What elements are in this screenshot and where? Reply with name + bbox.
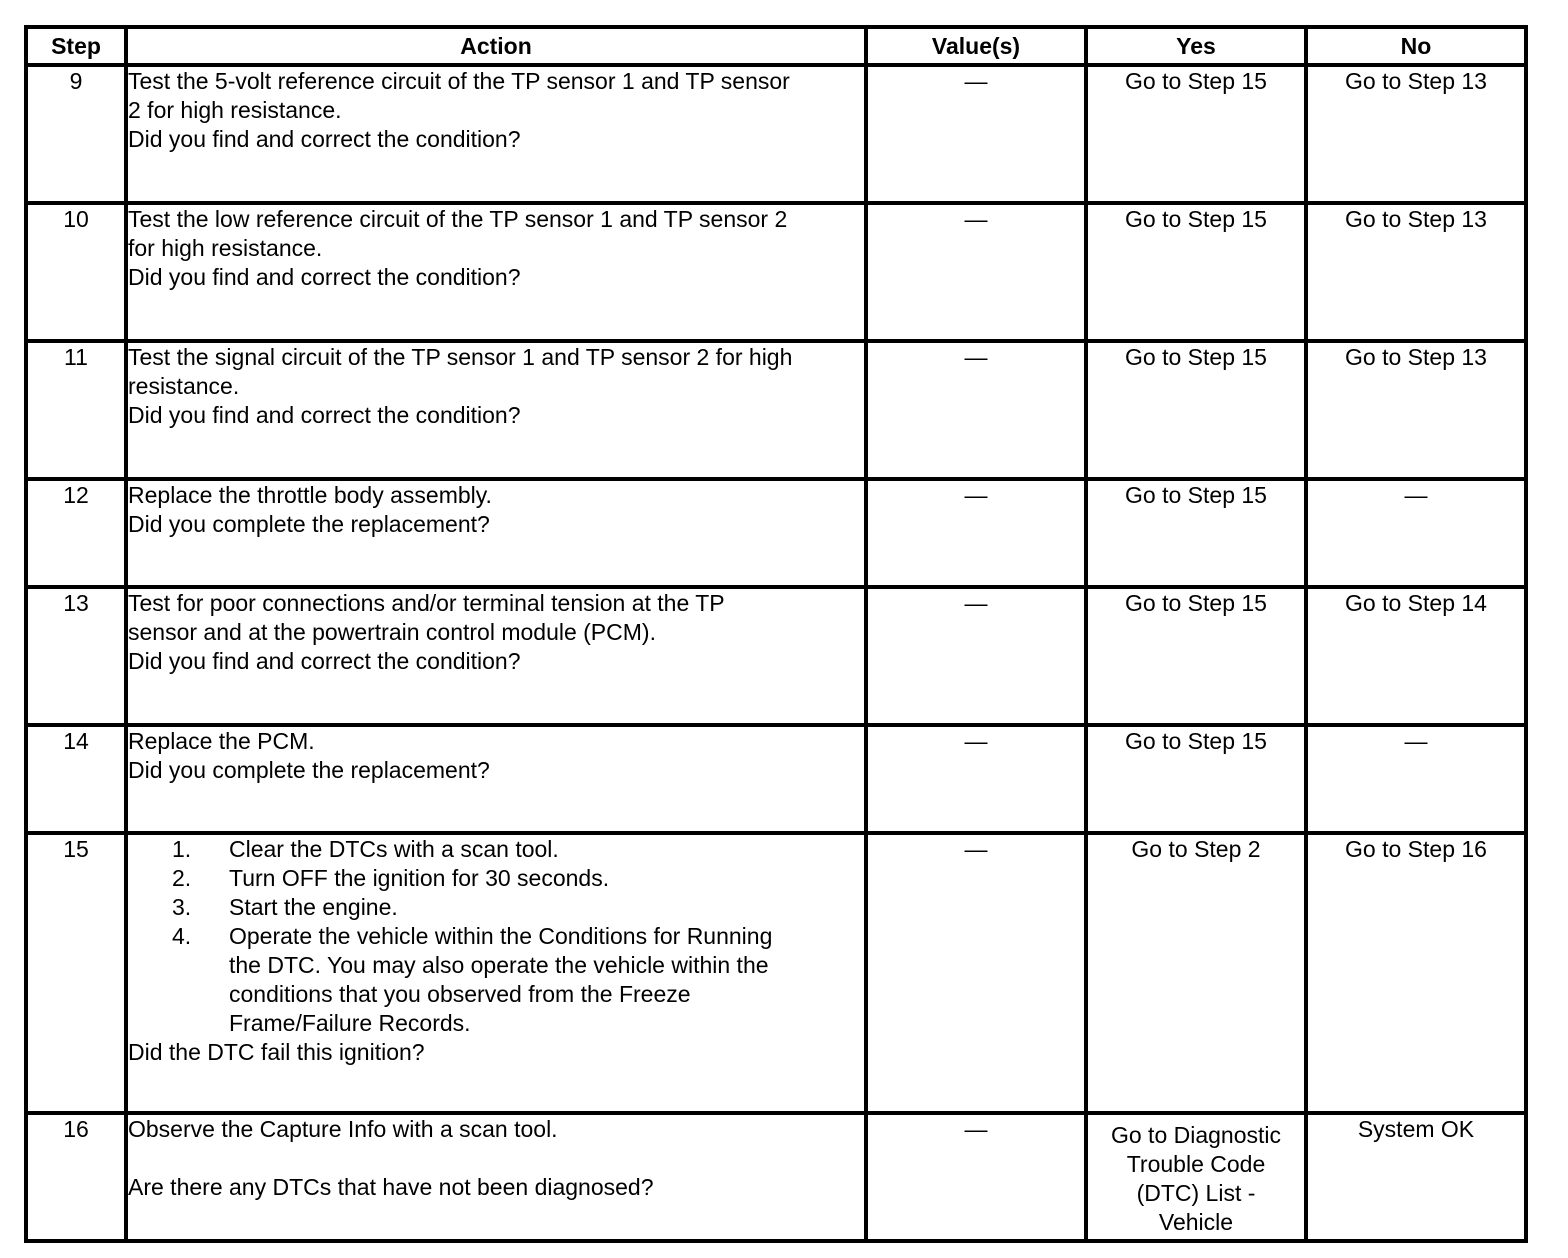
list-item-text: the DTC. You may also operate the vehicle within the <box>229 952 769 978</box>
list-item-number: 1. <box>172 836 192 862</box>
value-cell: — <box>866 1113 1086 1241</box>
action-line: Replace the PCM. <box>128 728 315 754</box>
action-cell <box>126 1113 866 1241</box>
value-cell: — <box>866 479 1086 587</box>
step-number: 10 <box>26 203 126 341</box>
value-cell: — <box>866 341 1086 479</box>
action-line: Test the 5-volt reference circuit of the TP sensor 1 and TP sensor <box>128 68 790 94</box>
action-line: Replace the throttle body assembly. <box>128 482 492 508</box>
value-cell: — <box>866 587 1086 725</box>
yes-line: Vehicle <box>1158 1209 1234 1235</box>
list-item <box>172 922 864 1038</box>
yes-cell <box>1086 1113 1306 1241</box>
table-row <box>26 1113 1526 1241</box>
no-cell: Go to Step 13 <box>1306 65 1526 203</box>
value-cell: — <box>866 203 1086 341</box>
action-cell <box>126 587 866 725</box>
action-line: Test the low reference circuit of the TP sensor 1 and TP sensor 2 <box>128 206 788 232</box>
header-values: Value(s) <box>866 27 1086 65</box>
yes-cell: Go to Step 15 <box>1086 341 1306 479</box>
header-step: Step <box>26 27 126 65</box>
list-item-text: Turn OFF the ignition for 30 seconds. <box>229 865 610 891</box>
yes-line: (DTC) List - <box>1136 1180 1256 1206</box>
value-cell: — <box>866 725 1086 833</box>
no-cell: Go to Step 16 <box>1306 833 1526 1113</box>
diagnostic-table <box>24 25 1528 1243</box>
action-line: Observe the Capture Info with a scan tool. <box>128 1116 558 1142</box>
action-line: Test the signal circuit of the TP sensor 1 and TP sensor 2 for high <box>128 344 793 370</box>
step-number: 11 <box>26 341 126 479</box>
list-item-text: Start the engine. <box>229 894 398 920</box>
action-question: Did you find and correct the condition? <box>128 264 521 290</box>
no-cell: — <box>1306 479 1526 587</box>
no-cell: Go to Step 13 <box>1306 203 1526 341</box>
list-item-text: Clear the DTCs with a scan tool. <box>229 836 559 862</box>
action-line: 2 for high resistance. <box>128 97 342 123</box>
step-number: 14 <box>26 725 126 833</box>
yes-cell: Go to Step 15 <box>1086 587 1306 725</box>
action-text <box>128 727 864 756</box>
action-text <box>128 205 864 263</box>
no-cell: — <box>1306 725 1526 833</box>
list-item-number: 3. <box>172 894 192 920</box>
yes-line: Go to Diagnostic <box>1110 1122 1282 1148</box>
step-number: 13 <box>26 587 126 725</box>
list-item-text: conditions that you observed from the Freeze <box>229 981 691 1007</box>
action-line: for high resistance. <box>128 235 323 261</box>
step-number: 15 <box>26 833 126 1113</box>
table-row <box>26 833 1526 1113</box>
no-cell: Go to Step 14 <box>1306 587 1526 725</box>
header-action: Action <box>126 27 866 65</box>
action-question: Did you find and correct the condition? <box>128 126 521 152</box>
action-text <box>128 481 864 510</box>
action-line: resistance. <box>128 373 240 399</box>
action-line: sensor and at the powertrain control module (PCM). <box>128 619 656 645</box>
action-question: Did the DTC fail this ignition? <box>128 1039 425 1065</box>
yes-cell: Go to Step 15 <box>1086 65 1306 203</box>
yes-cell: Go to Step 2 <box>1086 833 1306 1113</box>
action-text <box>128 589 864 647</box>
header-yes: Yes <box>1086 27 1306 65</box>
step-number: 12 <box>26 479 126 587</box>
table-row <box>26 587 1526 725</box>
list-item <box>172 864 864 893</box>
table-row <box>26 203 1526 341</box>
procedure-list <box>128 835 864 1038</box>
step-number: 16 <box>26 1113 126 1241</box>
action-question: Did you find and correct the condition? <box>128 648 521 674</box>
yes-cell: Go to Step 15 <box>1086 479 1306 587</box>
no-cell: Go to Step 13 <box>1306 341 1526 479</box>
list-item-text: Operate the vehicle within the Conditions for Running <box>229 923 773 949</box>
table-row <box>26 341 1526 479</box>
yes-cell: Go to Step 15 <box>1086 725 1306 833</box>
step-number: 9 <box>26 65 126 203</box>
action-cell <box>126 833 866 1113</box>
value-cell: — <box>866 65 1086 203</box>
action-text <box>128 67 864 125</box>
header-no: No <box>1306 27 1526 65</box>
yes-cell: Go to Step 15 <box>1086 203 1306 341</box>
action-text <box>128 1115 864 1144</box>
yes-line: Trouble Code <box>1126 1151 1266 1177</box>
list-item-number: 2. <box>172 865 192 891</box>
action-cell <box>126 203 866 341</box>
action-question: Did you complete the replacement? <box>128 511 490 537</box>
action-text <box>128 343 864 401</box>
action-cell <box>126 479 866 587</box>
list-item <box>172 835 864 864</box>
header-row <box>26 27 1526 65</box>
action-question: Are there any DTCs that have not been diagnosed? <box>128 1174 654 1200</box>
action-cell <box>126 341 866 479</box>
list-item-text: Frame/Failure Records. <box>229 1010 471 1036</box>
value-cell: — <box>866 833 1086 1113</box>
no-cell: System OK <box>1306 1113 1526 1241</box>
table-row <box>26 65 1526 203</box>
diagnostic-table-sheet <box>24 25 1528 1243</box>
table-row <box>26 479 1526 587</box>
list-item <box>172 893 864 922</box>
list-item-number: 4. <box>172 923 192 949</box>
action-line: Test for poor connections and/or terminal tension at the TP <box>128 590 725 616</box>
action-question: Did you complete the replacement? <box>128 757 490 783</box>
action-question: Did you find and correct the condition? <box>128 402 521 428</box>
action-cell <box>126 725 866 833</box>
action-cell <box>126 65 866 203</box>
table-row <box>26 725 1526 833</box>
